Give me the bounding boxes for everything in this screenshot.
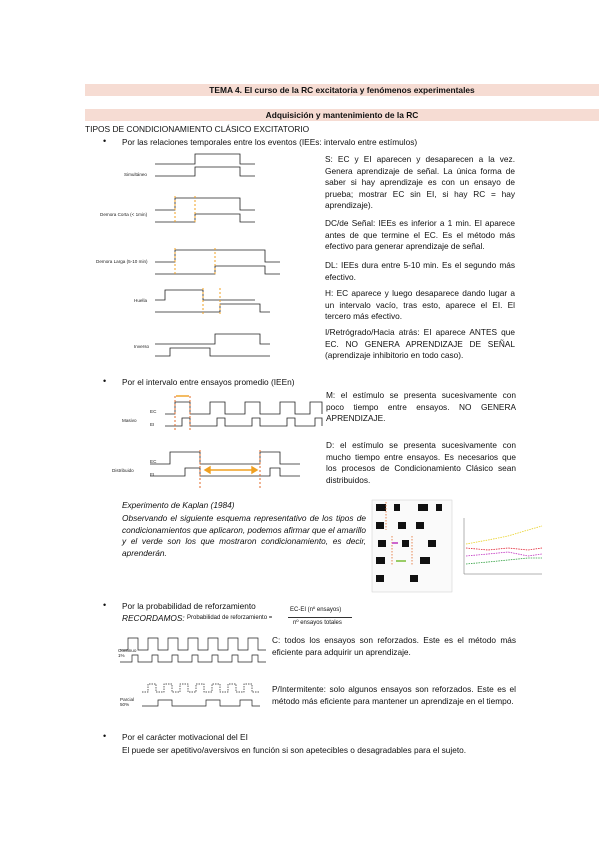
kaplan-graph — [458, 514, 544, 580]
label-simultaneo: Simultáneo — [124, 172, 147, 177]
text-parcial: P/Intermitente: solo algunos ensayos son reforzados. Este es el método más eficiente para mantener un aprendizaje en el tiempo. — [272, 684, 516, 706]
temporal-diagram-svg — [95, 152, 315, 352]
label-continuo: Continuo 1% — [118, 648, 137, 658]
bullet-dot: • — [103, 731, 107, 741]
text-huella: H: EC aparece y luego desaparece dando lugar a un intervalo vacío, tras esto, aparece el EI. El tercero más efectivo. — [325, 288, 515, 322]
label-ec-masivo: EC — [150, 409, 157, 414]
text-simultaneo: S: EC y EI aparecen y desaparecen a la vez. Genera aprendizaje de señal. La única forma de saber si hay aprendizaje es con un ensayo de prueba; mostrar EC sin EI, si hay RC = hay aprendizaje). — [325, 154, 515, 211]
types-title: TIPOS DE CONDICIONAMIENTO CLÁSICO EXCITATORIO — [85, 124, 310, 134]
section-header: Adquisición y mantenimiento de la RC — [85, 109, 599, 121]
bullet-motivational: Por el carácter motivacional del EI — [122, 732, 248, 742]
text-inverso: I/Retrógrado/Hacia atrás: EI aparece ANTES que EC. NO GENERA APRENDIZAJE DE SEÑAL (aprendizaje inhibitorio en todo caso). — [325, 327, 515, 361]
interval-diagram-svg — [110, 390, 330, 500]
kaplan-body: Observando el siguiente esquema representativo de los tipos de condicionamientos que aplicaron, podemos afirmar que el amarillo y el verde son los que mostraron condicionamiento, es decir, aprenderán. — [122, 513, 366, 558]
formula-denominator: nº ensayos totales — [293, 620, 342, 626]
label-ei-distribuido: EI — [150, 472, 155, 477]
label-masivo: Masivo — [122, 418, 137, 423]
bullet-interval: Por el intervalo entre ensayos promedio (IEEn) — [122, 377, 295, 387]
text-masivo: M: el estímulo se presenta sucesivamente con poco tiempo entre ensayos. NO GENERA APRENDIZAJE. — [326, 390, 516, 424]
bullet-probability: Por la probabilidad de reforzamiento — [122, 601, 256, 611]
label-ei-masivo: EI — [150, 422, 155, 427]
probability-diagram-svg — [120, 630, 270, 720]
label-ec-distribuido: EC — [150, 459, 157, 464]
label-distribuido: Distribuido — [112, 468, 134, 473]
text-motivational: El puede ser apetitivo/aversivos en función si son apetecibles o desagradables para el sujeto. — [122, 745, 467, 755]
formula-numerator: EC-EI (nº ensayos) — [290, 607, 342, 613]
formula-lhs: Probabilidad de reforzamiento = — [187, 615, 273, 621]
kaplan-title: Experimento de Kaplan (1984) — [122, 500, 235, 510]
bullet-dot: • — [103, 376, 107, 386]
topic-header: TEMA 4. El curso de la RC excitatoria y fenómenos experimentales — [85, 84, 599, 96]
text-demora-corta: DC/de Señal: IEEs es inferior a 1 min. El aparece antes de que termine el EC. Es el método más efectivo para generar aprendizaje de señal. — [325, 218, 515, 252]
text-continuo: C: todos los ensayos son reforzados. Este es el método más eficiente para adquirir un aprendizaje. — [272, 635, 516, 657]
label-demora-larga: Demora Larga (5-10 min) — [96, 259, 148, 264]
text-demora-larga: DL: IEEs dura entre 5-10 min. Es el segundo más efectivo. — [325, 260, 515, 282]
recordamos-label: RECORDAMOS: — [122, 613, 185, 623]
kaplan-schema-figure — [372, 500, 452, 592]
label-huella: Huella — [134, 298, 148, 303]
label-inverso: Inverso — [134, 344, 150, 349]
bullet-temporal: Por las relaciones temporales entre los eventos (IEEs: intervalo entre estímulos) — [122, 137, 418, 147]
bullet-dot: • — [103, 600, 107, 610]
bullet-dot: • — [103, 136, 107, 146]
label-demora-corta: Demora Corta (< 1min) — [100, 212, 148, 217]
text-distribuido: D: el estímulo se presenta sucesivamente con mucho tiempo entre ensayos. Es necesarios que los procesos de Condicionamiento Clásico sean distribuidos. — [326, 440, 516, 485]
formula-bar — [288, 617, 352, 618]
label-parcial: Parcial 50% — [120, 697, 135, 707]
